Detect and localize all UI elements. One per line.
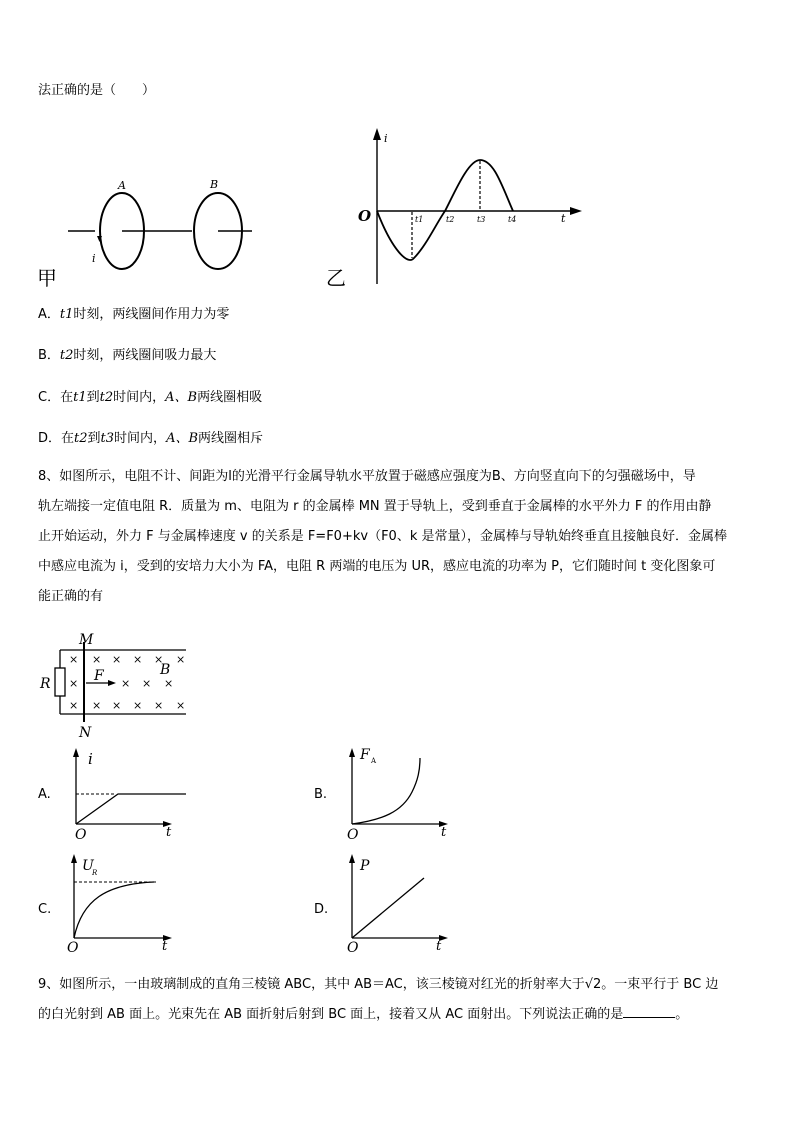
answer-blank[interactable]: [623, 1005, 675, 1018]
svg-text:×: ×: [112, 653, 122, 666]
q8-line-4: 中感应电流为 i，受到的安培力大小为 FA，电阻 R 两端的电压为 UR，感应电流的功率为 P，它们随时间 t 变化图象可: [38, 559, 716, 574]
figure-yi-label: 乙: [326, 266, 346, 290]
q8-graph-d[interactable]: [340, 848, 470, 954]
q7-option-a[interactable]: A．t1时刻，两线圈间作用力为零: [38, 307, 230, 322]
q8-line-3: 止开始运动，外力 F 与金属棒速度 v 的关系是 F=F0+kv（F0、k 是常量），金属棒与导轨始终垂直且接触良好．金属棒: [38, 529, 727, 544]
q8-graph-b[interactable]: [340, 742, 470, 842]
coil-a-label: A: [118, 179, 126, 192]
figure-rails-magnetic-field: [36, 628, 196, 740]
graph-d-origin: O: [347, 940, 359, 954]
svg-text:×: ×: [69, 653, 79, 666]
q8-line-1: 8、如图所示，电阻不计、间距为l的光滑平行金属导轨水平放置于磁感应强度为B、方向竖直向下的匀强磁场中，导: [38, 469, 696, 484]
q8-option-a-letter[interactable]: A.: [38, 787, 51, 802]
y-axis-arrow-icon: [349, 748, 355, 757]
svg-text:×: ×: [121, 677, 131, 690]
svg-text:×: ×: [69, 699, 79, 712]
q8-line-5: 能正确的有: [38, 589, 104, 604]
q8-option-d-letter[interactable]: D.: [314, 902, 329, 917]
q9-line-2: 的白光射到 AB 面上。光束先在 AB 面折射后射到 BC 面上，接着又从 AC 面射出。下列说法正确的是 。: [38, 1007, 689, 1022]
svg-text:×: ×: [92, 653, 102, 666]
graph-d-x-label: t: [436, 939, 442, 954]
graph-b-curve: [352, 758, 420, 824]
graph-c-x-label: t: [162, 939, 168, 954]
q8-graph-c[interactable]: [64, 848, 194, 954]
graph-b-origin: O: [347, 827, 359, 842]
graph-c-curve: [74, 882, 154, 938]
tick-t4: t4: [508, 215, 517, 224]
graph-c-y-subscript: R: [92, 869, 98, 877]
graph-a-origin: O: [75, 827, 87, 842]
q8-option-c-letter[interactable]: C.: [38, 902, 52, 917]
q8-graph-a[interactable]: [64, 742, 194, 842]
svg-text:×: ×: [133, 699, 143, 712]
graph-b-y-label: F: [360, 747, 370, 763]
q9-line-1: 9、如图所示，一由玻璃制成的直角三棱镜 ABC，其中 AB＝AC，该三棱镜对红光的折射率大于√2。一束平行于 BC 边: [38, 977, 719, 992]
graph-a-y-label: i: [88, 750, 93, 768]
q8-option-b-letter[interactable]: B.: [314, 787, 328, 802]
svg-text:×: ×: [154, 653, 164, 666]
q8-stem: [38, 462, 758, 612]
current-sine-curve: [377, 160, 513, 260]
svg-text:×: ×: [133, 653, 143, 666]
svg-text:×: ×: [176, 699, 186, 712]
svg-text:×: ×: [164, 677, 174, 690]
tick-t3: t3: [477, 215, 486, 224]
label-b: B: [160, 662, 171, 678]
graph-b-x-label: t: [441, 825, 447, 840]
graph-d-line: [352, 878, 424, 938]
figure-yi-sine-graph: [350, 124, 590, 290]
label-m: M: [79, 632, 94, 648]
y-axis-arrow-icon: [73, 748, 79, 757]
q7-option-d[interactable]: D．在t2到t3时间内，A、B两线圈相斥: [38, 431, 264, 446]
figure-jia-coils: [30, 168, 270, 288]
svg-text:×: ×: [112, 699, 122, 712]
graph-b-y-subscript: A: [371, 757, 377, 765]
graph-a-curve: [76, 794, 186, 824]
graph-d-y-label: P: [360, 858, 370, 874]
y-axis-arrow-icon: [349, 854, 355, 863]
q7-option-c[interactable]: C．在t1到t2时间内，A、B两线圈相吸: [38, 390, 263, 405]
label-r: R: [40, 676, 51, 692]
q7-stem-tail: 法正确的是（ ）: [38, 83, 156, 98]
current-label: i: [92, 252, 96, 265]
axis-i-label: i: [384, 132, 388, 145]
q8-line-2: 轨左端接一定值电阻 R．质量为 m、电阻为 r 的金属棒 MN 置于导轨上，受到垂直于金属棒的水平外力 F 的作用由静: [38, 499, 712, 514]
resistor-r: [55, 668, 65, 696]
graph-c-y-label: U: [82, 858, 94, 874]
y-axis-arrow-icon: [71, 854, 77, 863]
tick-t2: t2: [446, 215, 455, 224]
y-axis-arrow-icon: [373, 128, 381, 140]
svg-text:×: ×: [69, 677, 79, 690]
q7-option-b[interactable]: B．t2时刻，两线圈间吸力最大: [38, 348, 217, 363]
force-arrow-icon: [108, 680, 116, 686]
label-n: N: [79, 725, 92, 740]
svg-text:×: ×: [142, 677, 152, 690]
figure-jia-label: 甲: [37, 266, 57, 290]
coil-b-label: B: [210, 178, 219, 191]
svg-text:×: ×: [92, 699, 102, 712]
svg-text:×: ×: [176, 653, 186, 666]
tick-t1: t1: [415, 215, 424, 224]
axis-t-label: t: [561, 212, 566, 225]
svg-text:×: ×: [154, 699, 164, 712]
graph-c-origin: O: [67, 940, 79, 954]
origin-label: O: [358, 207, 372, 225]
graph-a-x-label: t: [166, 825, 172, 840]
q9-stem: [38, 970, 758, 1030]
label-f: F: [94, 668, 104, 684]
x-axis-arrow-icon: [570, 207, 582, 215]
